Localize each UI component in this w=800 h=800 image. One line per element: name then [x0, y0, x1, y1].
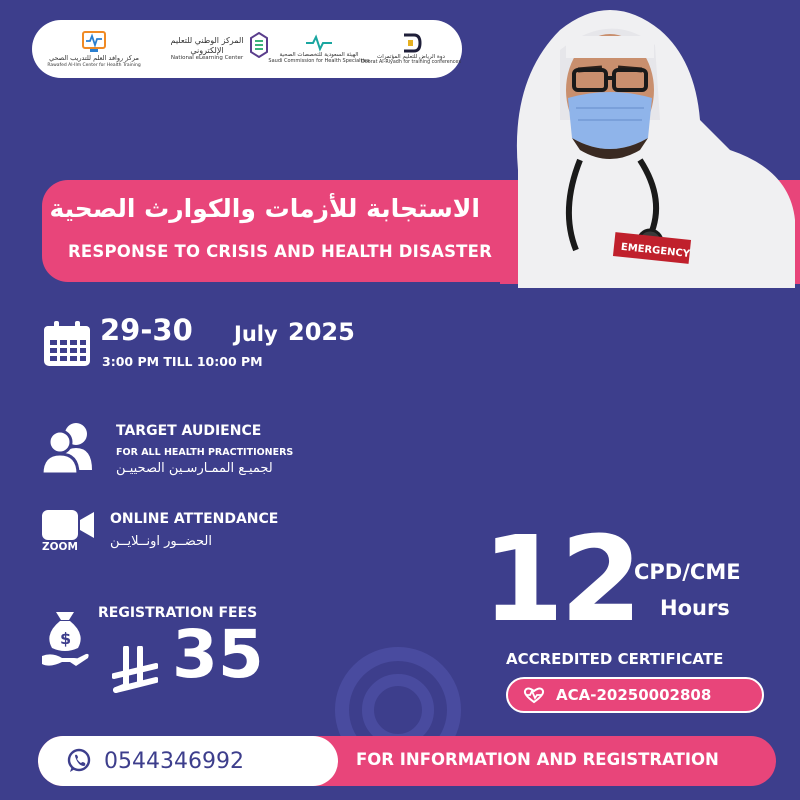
doctor-illustration: [490, 0, 800, 290]
event-month: July: [234, 322, 278, 346]
phone-number[interactable]: 0544346992: [104, 748, 244, 774]
event-time: 3:00 PM TILL 10:00 PM: [102, 354, 263, 369]
registration-fees-title: REGISTRATION FEES: [98, 605, 258, 621]
rawafed-name-en: Rawafed Al-Ilm Center for Health Training: [47, 63, 141, 69]
registration-fee-amount: 35: [172, 616, 264, 693]
zoom-video-icon: [40, 508, 96, 542]
heartbeat-icon: [522, 686, 546, 704]
cpd-type-label: CPD/CME: [634, 560, 741, 584]
heartbeat-logo-icon: [304, 34, 334, 52]
event-title-arabic: الاستجابة للأزمات والكوارث الصحية: [49, 194, 480, 223]
footer-info-text: FOR INFORMATION AND REGISTRATION: [356, 750, 719, 769]
title-banner: [42, 180, 502, 282]
national-elearning-center-logo: [160, 26, 270, 72]
elearning-name-en: National eLearning Center: [170, 55, 244, 62]
event-days: 29-30: [100, 313, 193, 347]
money-bag-hand-icon: [40, 606, 90, 668]
rawafed-logo-icon: [79, 29, 109, 55]
partner-logo-bar: [32, 20, 462, 78]
accreditation-code-badge: [506, 677, 764, 713]
accredited-certificate-label: ACCREDITED CERTIFICATE: [506, 650, 724, 668]
target-audience-subtitle: FOR ALL HEALTH PRACTITIONERS: [116, 447, 294, 458]
target-audience-title: TARGET AUDIENCE: [116, 423, 262, 439]
zoom-label: ZOOM: [42, 541, 78, 553]
emergency-badge-label: EMERGENCY: [620, 241, 691, 260]
doorat-name-ar: دوة الرياض للتعليم المؤتمرات: [377, 53, 445, 60]
audience-users-icon: [40, 420, 96, 474]
doorat-name-en: Doorat Al-Riyadh for training conferences: [361, 60, 461, 66]
doorat-riyadh-logo: [361, 26, 461, 72]
rawafed-name: مركز روافد العلم للتدريب الصحي: [49, 54, 139, 63]
saudi-commission-logo: [268, 26, 370, 72]
whatsapp-icon: [66, 748, 92, 774]
elearning-hexagon-icon: [250, 32, 268, 58]
svg-text:$: $: [60, 629, 72, 648]
elearning-name-ar: المركز الوطني للتعليم الإلكتروني: [170, 36, 244, 55]
accreditation-code: ACA-20250002808: [556, 686, 712, 704]
phone-contact[interactable]: [38, 736, 338, 786]
saudi-commission-name-ar: الهيئة السعودية للتخصصات الصحية: [279, 51, 359, 58]
online-attendance-arabic: الحضــور اونــلايــن: [110, 534, 212, 549]
event-title-english: RESPONSE TO CRISIS AND HEALTH DISASTER: [68, 242, 492, 261]
event-year: 2025: [288, 318, 355, 346]
online-attendance-title: ONLINE ATTENDANCE: [110, 511, 279, 527]
cpd-hours-number: 12: [482, 510, 639, 648]
cpd-unit-label: Hours: [660, 596, 730, 620]
rawafed-logo: [47, 26, 141, 72]
target-audience-arabic: لجميـع الممـارسـين الصحييـن: [116, 461, 273, 476]
doorat-logo-icon: [399, 32, 423, 54]
riyal-icon: [112, 646, 158, 696]
calendar-icon: [42, 320, 92, 368]
saudi-commission-name-en: Saudi Commission for Health Specialties: [268, 58, 370, 65]
